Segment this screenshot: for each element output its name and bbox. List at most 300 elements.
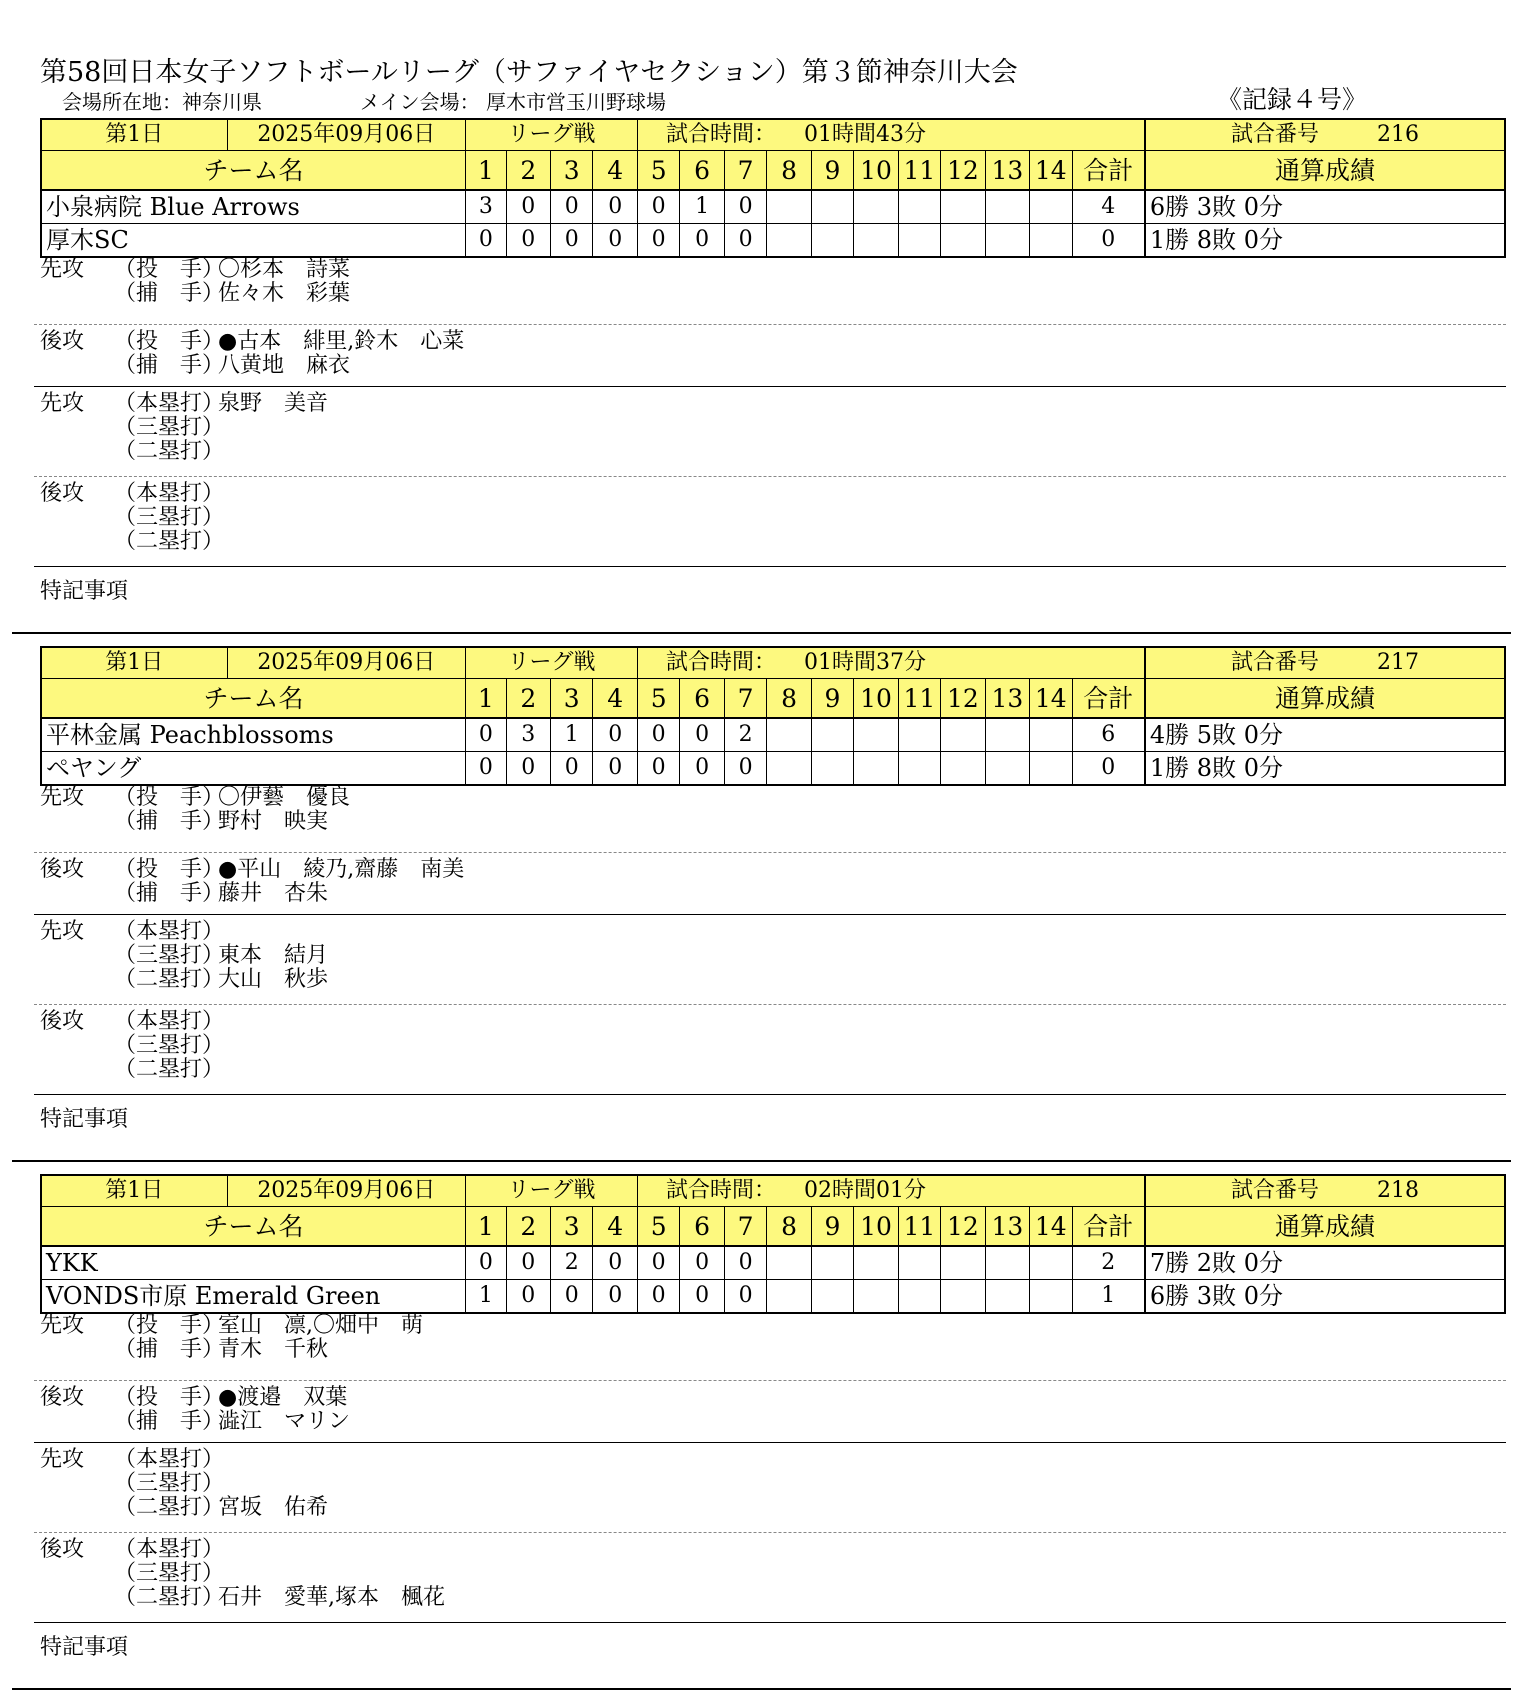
- side-label: 後攻: [40, 481, 85, 506]
- inning-header-3: 3: [551, 679, 593, 719]
- inning-score: 0: [724, 1280, 766, 1314]
- inning-score: [985, 190, 1029, 224]
- inning-score: [1030, 190, 1072, 224]
- side-label: 先攻: [40, 919, 85, 944]
- inning-header-7: 7: [724, 151, 766, 191]
- top-triple: [114, 944, 328, 968]
- side-label: 後攻: [40, 329, 85, 354]
- divider: [34, 1442, 1506, 1443]
- inning-header-14: 14: [1030, 679, 1072, 719]
- inning-score: 0: [724, 1246, 766, 1280]
- game-time: [637, 119, 1144, 151]
- record-header: 通算成績: [1145, 1207, 1505, 1247]
- inning-score: [941, 224, 985, 258]
- divider: [34, 1380, 1506, 1381]
- bottom-home-run: [114, 1538, 445, 1562]
- bottom-pitcher-value: ●渡邉 双葉: [218, 1385, 348, 1410]
- inning-score: [811, 224, 853, 258]
- inning-score: [941, 190, 985, 224]
- inning-header-1: 1: [466, 1207, 506, 1247]
- top-triple: [114, 1472, 328, 1496]
- inning-header-12: 12: [941, 151, 985, 191]
- inning-header-11: 11: [898, 151, 940, 191]
- inning-score: 0: [724, 752, 766, 786]
- bottom-catcher: [114, 882, 464, 906]
- inning-header-3: 3: [551, 1207, 593, 1247]
- inning-score: 0: [637, 1246, 679, 1280]
- bottom-triple: [114, 505, 225, 530]
- inning-header-13: 13: [985, 679, 1029, 719]
- team-name: 平林金属 Peachblossoms: [41, 718, 466, 752]
- game-number-value: 218: [1376, 1178, 1419, 1203]
- total-header: 合計: [1072, 679, 1145, 719]
- top-triple-label: （三塁打）: [114, 943, 225, 968]
- top-double-label: （二塁打）: [114, 967, 225, 992]
- table-row: [41, 224, 1505, 258]
- inning-score: 2: [724, 718, 766, 752]
- top-pitcher-label: （投 手）: [114, 257, 225, 282]
- venue-location: 会場所在地：神奈川県: [62, 90, 262, 114]
- inning-header-7: 7: [724, 679, 766, 719]
- top-catcher: [114, 810, 350, 834]
- game-date: 2025年09月06日: [227, 119, 466, 151]
- team-name: ペヤング: [41, 752, 466, 786]
- top-home-run-value: 泉野 美音: [218, 391, 329, 416]
- team-name-header: チーム名: [41, 1207, 466, 1247]
- inning-score: [854, 190, 898, 224]
- inning-header-8: 8: [767, 679, 811, 719]
- inning-header-8: 8: [767, 151, 811, 191]
- divider: [34, 386, 1506, 387]
- bottom-triple: [114, 1033, 225, 1058]
- inning-header-6: 6: [680, 1207, 724, 1247]
- bottom-catcher-label: （捕 手）: [114, 353, 225, 378]
- page-title: 第58回日本女子ソフトボールリーグ（サファイヤセクション）第３節神奈川大会: [40, 57, 1018, 88]
- table-row: [41, 752, 1505, 786]
- inning-score: 0: [466, 224, 506, 258]
- game-time: [637, 647, 1144, 679]
- divider: [34, 1004, 1506, 1005]
- game-number-value: 216: [1376, 122, 1419, 147]
- top-catcher-label: （捕 手）: [114, 1337, 225, 1362]
- inning-header-2: 2: [506, 1207, 550, 1247]
- top-double-label: （二塁打）: [114, 439, 225, 464]
- inning-score: 0: [724, 190, 766, 224]
- inning-score: 0: [593, 1246, 637, 1280]
- top-pitcher-label: （投 手）: [114, 785, 225, 810]
- inning-score: 0: [506, 190, 550, 224]
- top-catcher: [114, 1338, 423, 1362]
- record-header: 通算成績: [1145, 679, 1505, 719]
- team-name: 厚木SC: [41, 224, 466, 258]
- top-catcher-value: 佐々木 彩葉: [218, 281, 351, 306]
- inning-score: 0: [506, 1246, 550, 1280]
- game-number-label: 試合番号: [1230, 1178, 1319, 1203]
- bottom-triple-label: （三塁打）: [114, 1033, 225, 1058]
- side-label: 先攻: [40, 1313, 85, 1338]
- game-end-rule: [12, 632, 1511, 634]
- inning-score: [767, 190, 811, 224]
- inning-header-9: 9: [811, 151, 853, 191]
- bottom-pitcher-label: （投 手）: [114, 1385, 225, 1410]
- game-number-value: 217: [1376, 650, 1419, 675]
- top-home-run-label: （本塁打）: [114, 919, 225, 944]
- inning-score: [854, 1280, 898, 1314]
- inning-header-12: 12: [941, 679, 985, 719]
- inning-header-3: 3: [551, 151, 593, 191]
- bottom-double-label: （二塁打）: [114, 1585, 225, 1610]
- side-label: 先攻: [40, 785, 85, 810]
- inning-header-14: 14: [1030, 151, 1072, 191]
- scoreboard: [40, 1174, 1506, 1314]
- team-name-header: チーム名: [41, 679, 466, 719]
- inning-score: [941, 718, 985, 752]
- top-pitcher-value: 〇伊藝 優良: [218, 785, 351, 810]
- top-double: [114, 968, 328, 992]
- top-double: [114, 1496, 328, 1520]
- inning-header-10: 10: [854, 151, 898, 191]
- game-time-label: 試合時間：: [665, 650, 776, 675]
- bottom-pitcher-value: ●平山 綾乃,齋藤 南美: [218, 857, 465, 882]
- total-score: 0: [1072, 224, 1145, 258]
- inning-score: 0: [637, 190, 679, 224]
- top-home-run: [114, 920, 328, 944]
- inning-header-6: 6: [680, 679, 724, 719]
- game-time: [637, 1175, 1144, 1207]
- inning-header-11: 11: [898, 1207, 940, 1247]
- game-number: [1145, 1175, 1505, 1207]
- top-catcher-label: （捕 手）: [114, 281, 225, 306]
- top-double-label: （二塁打）: [114, 1495, 225, 1520]
- season-record: 1勝 8敗 0分: [1145, 752, 1505, 786]
- game-day: 第1日: [41, 647, 227, 679]
- game-duration: 01時間37分: [803, 650, 926, 675]
- inning-header-5: 5: [637, 679, 679, 719]
- side-label: 後攻: [40, 1537, 85, 1562]
- top-catcher-value: 野村 映実: [218, 809, 329, 834]
- top-catcher-label: （捕 手）: [114, 809, 225, 834]
- notes-label: 特記事項: [40, 1107, 129, 1132]
- inning-score: [898, 1246, 940, 1280]
- inning-header-2: 2: [506, 679, 550, 719]
- inning-score: [854, 718, 898, 752]
- inning-score: [985, 1280, 1029, 1314]
- game-day: 第1日: [41, 119, 227, 151]
- total-score: 2: [1072, 1246, 1145, 1280]
- top-triple-value: 東本 結月: [218, 943, 329, 968]
- inning-score: 0: [680, 224, 724, 258]
- team-name-header: チーム名: [41, 151, 466, 191]
- notes-label: 特記事項: [40, 579, 129, 604]
- bottom-double: [114, 529, 225, 554]
- top-home-run: [114, 1448, 328, 1472]
- inning-score: [1030, 718, 1072, 752]
- inning-score: [767, 718, 811, 752]
- inning-score: 1: [466, 1280, 506, 1314]
- bottom-double-label: （二塁打）: [114, 529, 225, 554]
- inning-score: [811, 1280, 853, 1314]
- bottom-catcher-value: 藤井 杏朱: [218, 881, 329, 906]
- top-pitcher-label: （投 手）: [114, 1313, 225, 1338]
- top-pitcher: [114, 786, 350, 810]
- bottom-pitcher-label: （投 手）: [114, 857, 225, 882]
- bottom-pitcher: [114, 330, 464, 354]
- game-date: 2025年09月06日: [227, 1175, 466, 1207]
- bottom-double-label: （二塁打）: [114, 1057, 225, 1082]
- inning-score: [898, 224, 940, 258]
- inning-score: 0: [680, 1246, 724, 1280]
- game-type: リーグ戦: [466, 1175, 638, 1207]
- inning-header-1: 1: [466, 679, 506, 719]
- record-header: 通算成績: [1145, 151, 1505, 191]
- bottom-catcher-value: 澁江 マリン: [218, 1409, 351, 1434]
- bottom-catcher: [114, 1410, 350, 1434]
- bottom-catcher-label: （捕 手）: [114, 881, 225, 906]
- team-name: YKK: [41, 1246, 466, 1280]
- season-record: 4勝 5敗 0分: [1145, 718, 1505, 752]
- inning-header-4: 4: [593, 1207, 637, 1247]
- inning-score: [898, 1280, 940, 1314]
- game-end-rule: [12, 1160, 1511, 1162]
- bottom-home-run-label: （本塁打）: [114, 481, 225, 506]
- top-catcher-value: 青木 千秋: [218, 1337, 329, 1362]
- game-217: [0, 646, 1531, 1174]
- inning-score: 0: [593, 752, 637, 786]
- inning-score: [985, 1246, 1029, 1280]
- inning-score: 0: [506, 1280, 550, 1314]
- inning-score: 0: [551, 224, 593, 258]
- inning-score: [985, 224, 1029, 258]
- inning-score: 0: [506, 752, 550, 786]
- bottom-triple: [114, 1562, 445, 1586]
- top-pitcher: [114, 258, 350, 282]
- bottom-triple-label: （三塁打）: [114, 1561, 225, 1586]
- inning-score: 0: [466, 752, 506, 786]
- game-type: リーグ戦: [466, 647, 638, 679]
- team-name: 小泉病院 Blue Arrows: [41, 190, 466, 224]
- table-row: [41, 718, 1505, 752]
- game-type: リーグ戦: [466, 119, 638, 151]
- inning-score: [1030, 1280, 1072, 1314]
- total-header: 合計: [1072, 151, 1145, 191]
- divider: [34, 1094, 1506, 1095]
- scoreboard: [40, 118, 1506, 258]
- game-date: 2025年09月06日: [227, 647, 466, 679]
- inning-header-9: 9: [811, 679, 853, 719]
- table-row: [41, 1280, 1505, 1314]
- inning-header-4: 4: [593, 679, 637, 719]
- inning-score: 0: [466, 718, 506, 752]
- inning-score: [1030, 1246, 1072, 1280]
- total-score: 0: [1072, 752, 1145, 786]
- inning-header-1: 1: [466, 151, 506, 191]
- inning-header-10: 10: [854, 679, 898, 719]
- bottom-pitcher-value: ●古本 緋里,鈴木 心菜: [218, 329, 465, 354]
- inning-score: 0: [593, 190, 637, 224]
- inning-score: 2: [551, 1246, 593, 1280]
- game-216: [0, 118, 1531, 646]
- inning-header-5: 5: [637, 1207, 679, 1247]
- inning-score: 0: [551, 752, 593, 786]
- bottom-pitcher: [114, 858, 464, 882]
- game-218: [0, 1174, 1531, 1702]
- top-home-run: [114, 392, 328, 416]
- inning-score: 0: [551, 190, 593, 224]
- inning-score: [1030, 752, 1072, 786]
- inning-score: 1: [680, 190, 724, 224]
- side-label: 先攻: [40, 391, 85, 416]
- inning-score: [1030, 224, 1072, 258]
- inning-header-10: 10: [854, 1207, 898, 1247]
- team-name: VONDS市原 Emerald Green: [41, 1280, 466, 1314]
- table-row: [41, 190, 1505, 224]
- inning-header-7: 7: [724, 1207, 766, 1247]
- inning-header-5: 5: [637, 151, 679, 191]
- bottom-pitcher: [114, 1386, 350, 1410]
- inning-score: 0: [466, 1246, 506, 1280]
- bottom-home-run: [114, 481, 225, 506]
- game-end-rule: [12, 1688, 1511, 1690]
- inning-header-13: 13: [985, 151, 1029, 191]
- season-record: 1勝 8敗 0分: [1145, 224, 1505, 258]
- inning-score: [854, 1246, 898, 1280]
- inning-score: [941, 1246, 985, 1280]
- inning-score: 0: [593, 1280, 637, 1314]
- inning-score: [898, 718, 940, 752]
- side-label: 先攻: [40, 257, 85, 282]
- top-pitcher: [114, 1314, 423, 1338]
- inning-score: [898, 752, 940, 786]
- inning-score: [854, 224, 898, 258]
- top-triple-label: （三塁打）: [114, 415, 225, 440]
- inning-score: [898, 190, 940, 224]
- top-triple-label: （三塁打）: [114, 1471, 225, 1496]
- bottom-home-run-label: （本塁打）: [114, 1009, 225, 1034]
- notes-label: 特記事項: [40, 1635, 129, 1660]
- game-duration: 01時間43分: [803, 122, 926, 147]
- inning-header-2: 2: [506, 151, 550, 191]
- inning-header-13: 13: [985, 1207, 1029, 1247]
- inning-score: [767, 1246, 811, 1280]
- inning-header-8: 8: [767, 1207, 811, 1247]
- top-double-value: 大山 秋歩: [218, 967, 329, 992]
- inning-header-6: 6: [680, 151, 724, 191]
- divider: [34, 566, 1506, 567]
- game-time-label: 試合時間：: [665, 122, 776, 147]
- record-number: 《記録４号》: [1216, 85, 1367, 114]
- inning-score: [811, 190, 853, 224]
- top-double: [114, 440, 328, 464]
- top-triple: [114, 416, 328, 440]
- total-score: 4: [1072, 190, 1145, 224]
- top-pitcher-value: 〇杉本 詩菜: [218, 257, 351, 282]
- inning-score: 0: [506, 224, 550, 258]
- bottom-catcher-value: 八黄地 麻衣: [218, 353, 351, 378]
- divider: [34, 1532, 1506, 1533]
- inning-header-14: 14: [1030, 1207, 1072, 1247]
- inning-score: 0: [593, 718, 637, 752]
- inning-score: [985, 718, 1029, 752]
- inning-score: [767, 1280, 811, 1314]
- divider: [34, 476, 1506, 477]
- bottom-double: [114, 1057, 225, 1082]
- inning-header-12: 12: [941, 1207, 985, 1247]
- side-label: 先攻: [40, 1447, 85, 1472]
- top-home-run-label: （本塁打）: [114, 391, 225, 416]
- inning-score: 0: [637, 752, 679, 786]
- total-score: 6: [1072, 718, 1145, 752]
- top-pitcher-value: 室山 凛,〇畑中 萌: [218, 1313, 423, 1338]
- divider: [34, 324, 1506, 325]
- total-score: 1: [1072, 1280, 1145, 1314]
- total-header: 合計: [1072, 1207, 1145, 1247]
- inning-score: [941, 752, 985, 786]
- main-venue: メイン会場： 厚木市営玉川野球場: [360, 90, 666, 114]
- divider: [34, 914, 1506, 915]
- inning-score: 0: [637, 1280, 679, 1314]
- inning-score: [767, 224, 811, 258]
- inning-score: [811, 752, 853, 786]
- inning-score: 0: [680, 1280, 724, 1314]
- divider: [34, 852, 1506, 853]
- top-double-value: 宮坂 佑希: [218, 1495, 329, 1520]
- game-time-label: 試合時間：: [665, 1178, 776, 1203]
- bottom-home-run-label: （本塁打）: [114, 1537, 225, 1562]
- top-catcher: [114, 282, 350, 306]
- inning-score: 0: [637, 718, 679, 752]
- inning-score: [854, 752, 898, 786]
- side-label: 後攻: [40, 1385, 85, 1410]
- inning-score: 1: [551, 718, 593, 752]
- bottom-catcher: [114, 354, 464, 378]
- table-row: [41, 1246, 1505, 1280]
- inning-score: 3: [466, 190, 506, 224]
- inning-score: 0: [724, 224, 766, 258]
- game-duration: 02時間01分: [803, 1178, 926, 1203]
- season-record: 6勝 3敗 0分: [1145, 1280, 1505, 1314]
- side-label: 後攻: [40, 857, 85, 882]
- divider: [34, 1622, 1506, 1623]
- game-number-label: 試合番号: [1230, 122, 1319, 147]
- bottom-pitcher-label: （投 手）: [114, 329, 225, 354]
- bottom-double-value: 石井 愛華,塚本 楓花: [218, 1585, 445, 1610]
- inning-score: 3: [506, 718, 550, 752]
- inning-header-4: 4: [593, 151, 637, 191]
- bottom-double: [114, 1586, 445, 1610]
- inning-score: [811, 718, 853, 752]
- inning-score: 0: [593, 224, 637, 258]
- inning-header-9: 9: [811, 1207, 853, 1247]
- top-home-run-label: （本塁打）: [114, 1447, 225, 1472]
- inning-score: [767, 752, 811, 786]
- season-record: 7勝 2敗 0分: [1145, 1246, 1505, 1280]
- bottom-triple-label: （三塁打）: [114, 505, 225, 530]
- inning-score: 0: [551, 1280, 593, 1314]
- game-day: 第1日: [41, 1175, 227, 1207]
- inning-score: [985, 752, 1029, 786]
- inning-score: 0: [637, 224, 679, 258]
- bottom-catcher-label: （捕 手）: [114, 1409, 225, 1434]
- inning-score: 0: [680, 752, 724, 786]
- inning-header-11: 11: [898, 679, 940, 719]
- inning-score: [941, 1280, 985, 1314]
- game-number: [1145, 119, 1505, 151]
- season-record: 6勝 3敗 0分: [1145, 190, 1505, 224]
- inning-score: 0: [680, 718, 724, 752]
- side-label: 後攻: [40, 1009, 85, 1034]
- scoreboard: [40, 646, 1506, 786]
- game-number: [1145, 647, 1505, 679]
